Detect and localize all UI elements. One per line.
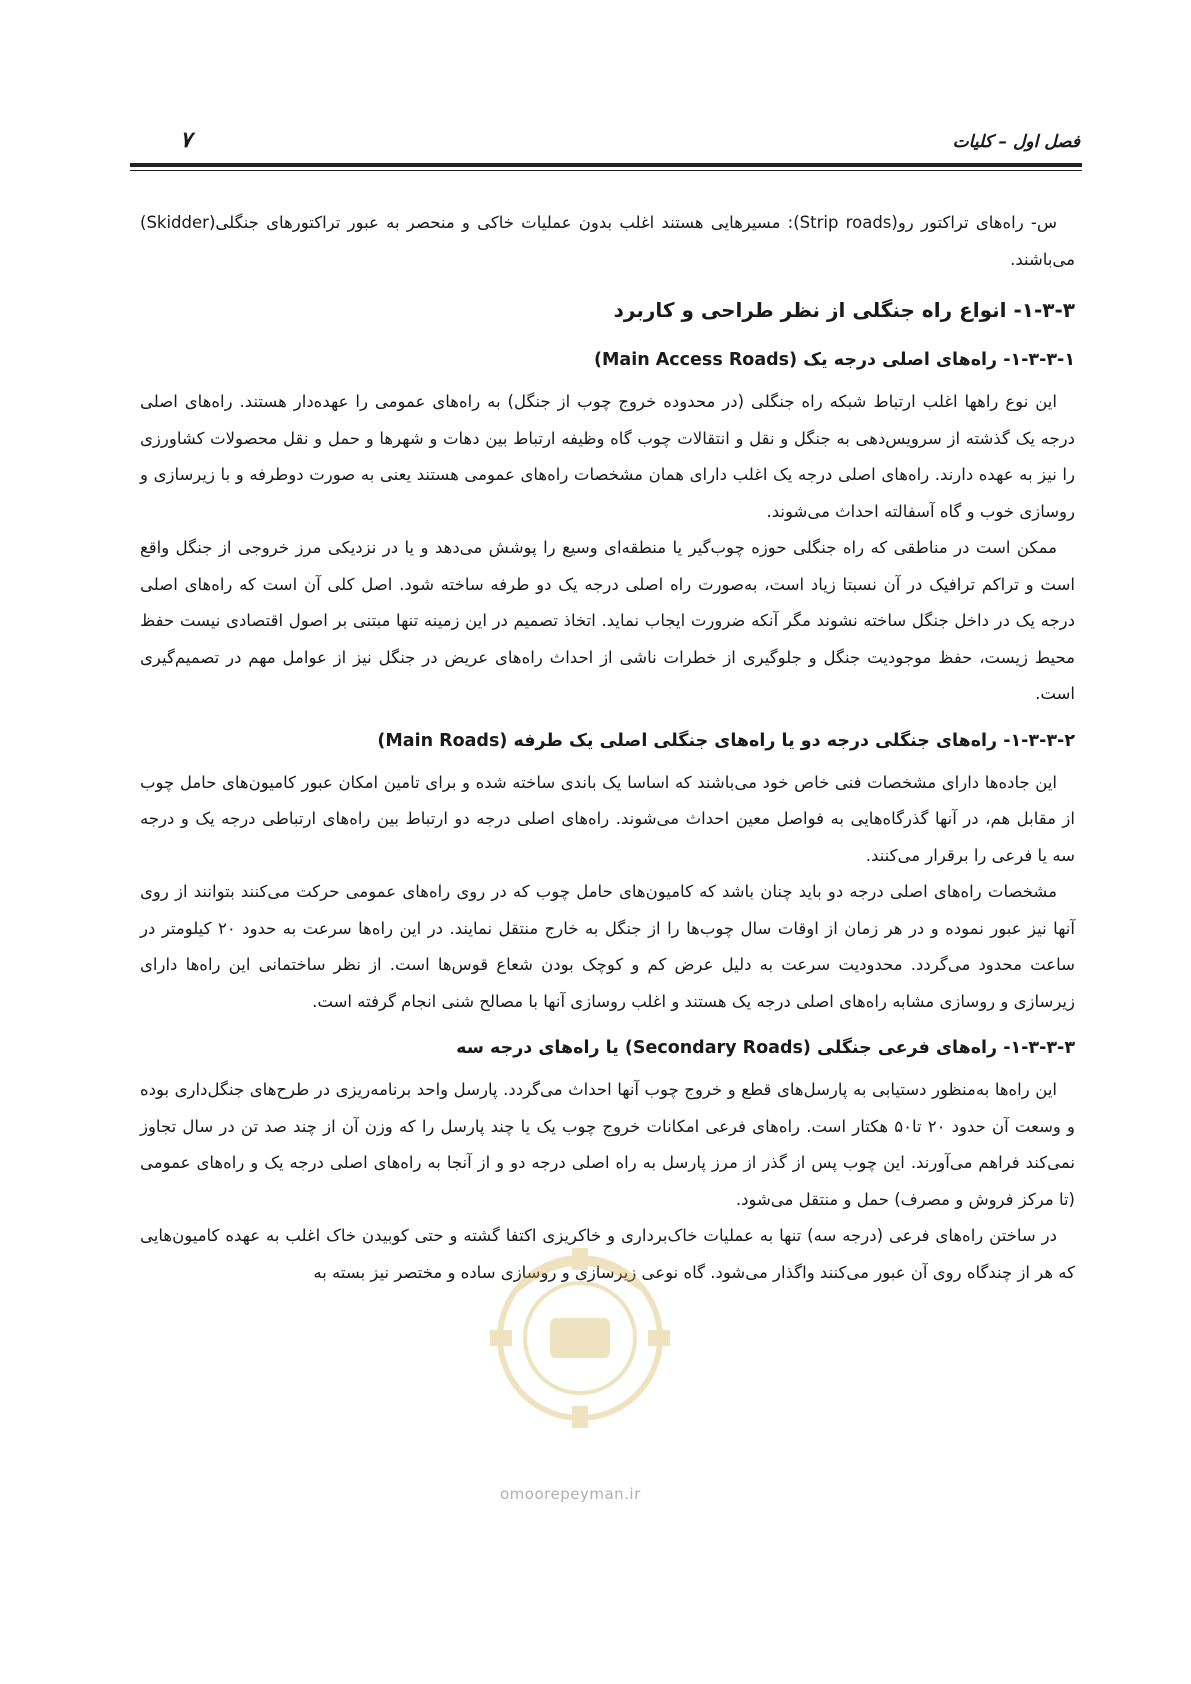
subsection-heading-3: ۱-۳-۳-۳- راه‌های فرعی جنگلی (Secondary Roads) یا راه‌های درجه سه [456,1038,1075,1058]
chapter-title: فصل اول – کلیات [952,132,1080,152]
subsection-3-paragraph-2: در ساختن راه‌های فرعی (درجه سه) تنها به عملیات خاک‌برداری و خاکریزی اکتفا گشته و حتی کوبیدن خاک اغلب به عهده کامیون‌هایی که هر از چندگاه روی آن عبور می‌کنند واگذار می‌شود. گاه نوعی زیرسازی و روسازی ساده و مختصر نیز بسته به [140,1226,1075,1282]
subsection-heading-2: ۱-۳-۳-۲- راه‌های جنگلی درجه دو یا راه‌های جنگلی اصلی یک طرفه (Main Roads) [377,730,1075,751]
subsection-2-paragraph-2: مشخصات راه‌های اصلی درجه دو باید چنان باشد که کامیون‌های حامل چوب که در روی راه‌های عمومی حرکت می‌کنند بتوانند از روی آنها نیز عبور نموده و در هر زمان از اوقات سال چوب‌ها را از جنگل به خارج منتقل نمایند. در این راه‌ها سرعت به حدود ۲۰ کیلومتر در ساعت محدود می‌گردد. محدودیت سرعت به دلیل عرض کم و کوچک بودن شعاع قوس‌ها است. از نظر ساختمانی این راه‌ها دارای زیرسازی و روسازی مشابه راه‌های اصلی درجه یک هستند و اغلب روسازی آنها با مصالح شنی انجام گرفته است. [140,882,1075,1011]
intro-paragraph: س- راه‌های تراکتور رو(Strip roads): مسیرهایی هستند اغلب بدون عملیات خاکی و منحصر به عبور تراکتورهای جنگلی(Skidder) می‌باشند. [140,213,1075,269]
page-body [140,205,1075,1291]
header-rule-thick [130,163,1082,167]
subsection-2-paragraph-1: این جاده‌ها دارای مشخصات فنی خاص خود می‌باشند که اساسا یک باندی ساخته شده و برای تامین امکان عبور کامیون‌های حامل چوب از مقابل هم، در آنها گذرگاه‌هایی به فواصل معین احداث می‌شوند. راه‌های اصلی درجه دو ارتباط بین راه‌های ارتباطی درجه یک و درجه سه یا فرعی را برقرار می‌کنند. [140,772,1075,865]
page-number: ۷ [180,128,192,153]
watermark-url: omoorepeyman.ir [500,1485,641,1503]
subsection-3-paragraph-1: این راه‌ها به‌منظور دستیابی به پارسل‌های قطع و خروج چوب آنها احداث می‌گردد. پارسل واحد برنامه‌ریزی در طرح‌های جنگل‌داری بوده و وسعت آن حدود ۲۰ تا۵۰ هکتار است. راه‌های فرعی امکانات خروج چوب یک یا چند پارسل را که وزن آن از چند صد تن در سال تجاوز نمی‌کند فراهم می‌آورند. این چوب پس از گذر از مرز پارسل به راه اصلی درجه دو و از آنجا به راه‌های اصلی درجه یک و راه‌های عمومی (تا مرکز فروش و مصرف) حمل و منتقل می‌شود. [140,1080,1076,1209]
subsection-1-paragraph-2: ممکن است در مناطقی که راه جنگلی حوزه چوب‌گیر یا منطقه‌ای وسیع را پوشش می‌دهد و یا در نزدیکی مرز خروجی از جنگل واقع است و تراکم ترافیک در آن نسبتا زیاد است، به‌صورت راه اصلی درجه یک دو طرفه ساخته شود. اصل کلی آن است که راه‌های اصلی درجه یک در داخل جنگل ساخته نشوند مگر آنکه ضرورت ایجاب نماید. اتخاذ تصمیم در این زمینه تنها مبتنی بر اصول اقتصادی نیست حفظ محیط زیست، حفظ موجودیت جنگل و جلوگیری از خطرات ناشی از احداث راه‌های عریض در جنگل نیز از عوامل مهم در تصمیم‌گیری است. [140,538,1075,703]
header-rule-thin [130,170,1082,171]
subsection-heading-1: ۱-۳-۳-۱- راه‌های اصلی درجه یک (Main Access Roads) [593,350,1075,370]
section-heading: ۱-۳-۳- انواع راه جنگلی از نظر طراحی و کاربرد [613,298,1075,322]
subsection-1-paragraph-1: این نوع راهها اغلب ارتباط شبکه راه جنگلی (در محدوده خروج چوب از جنگل) به راه‌های عمومی را عهده‌دار هستند. راه‌های اصلی درجه یک گذشته از سرویس‌دهی به جنگل و نقل و انتقالات چوب گاه وظیفه ارتباط بین دهات و شهرها و حمل و نقل محصولات کشاورزی را نیز به عهده دارند. راه‌های اصلی درجه یک اغلب دارای همان مشخصات راه‌های عمومی هستند یعنی به صورت دوطرفه و با زیرسازی و روسازی خوب و گاه آسفالته احداث می‌شوند. [140,392,1075,521]
